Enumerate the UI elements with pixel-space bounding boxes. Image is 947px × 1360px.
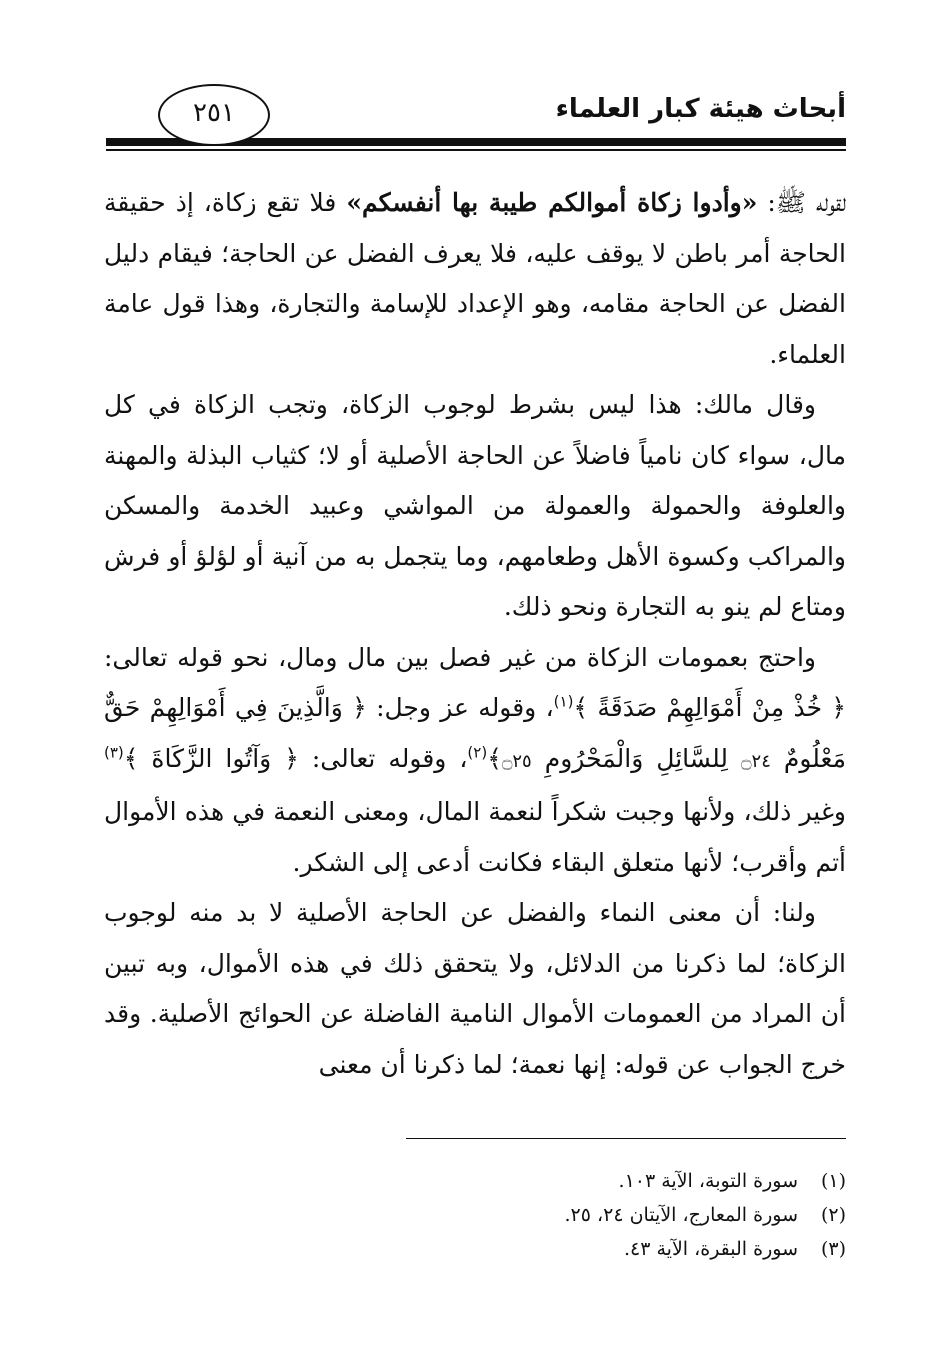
- footnote-text: سورة البقرة، الآية ٤٣.: [623, 1238, 798, 1260]
- footnote-number: (٢): [820, 1204, 846, 1226]
- quran-bracket-open: ﴿: [352, 693, 367, 722]
- p3-text-2: ، وقوله عز وجل:: [366, 693, 554, 722]
- quran-verse-1: خُذْ مِنْ أَمْوَالِهِمْ صَدَقَةً: [588, 693, 832, 722]
- footnote-number: (١): [820, 1170, 846, 1192]
- quran-verse-2b: لِلسَّائِلِ وَالْمَحْرُومِ: [531, 743, 741, 773]
- footnote-item: [406, 1198, 846, 1232]
- p1-text-1: لقوله ﷺ:: [757, 188, 846, 217]
- p3-text-3: ، وقوله تعالى:: [298, 743, 468, 773]
- quran-bracket-open: ﴿: [284, 743, 299, 773]
- page-header: [106, 80, 846, 160]
- footnote-number: (٣): [820, 1238, 846, 1260]
- paragraph-2: وقال مالك: هذا ليس بشرط لوجوب الزكاة، وتجب الزكاة في كل مال، سواء كان نامياً فاضلاً عن الحاجة الأصلية أو لا؛ كثياب البذلة والمهنة والعلوفة والحمولة والعمولة من المواشي وعبيد الخدمة والمسكن والمراكب وكسوة الأهل وطعامهم، وما يتجمل به من آنية أو لؤلؤ أو فرش ومتاع لم ينو به التجارة ونحو ذلك.: [104, 390, 846, 621]
- p1-text-2: فلا تقع زكاة، إذ حقيقة الحاجة أمر باطن لا يوقف عليه، فلا يعرف الفضل عن الحاجة؛ فيقام دليل الفضل عن الحاجة مقامه، وهو الإعداد للإسامة والتجارة، وهذا قول عامة العلماء.: [104, 188, 846, 369]
- ayah-number-24: ۝٢٤: [740, 750, 771, 772]
- quran-verse-2a: وَالَّذِينَ فِي أَمْوَالِهِمْ حَقٌّ مَعْلُومٌ: [104, 693, 846, 773]
- footnote-text: سورة التوبة، الآية ١٠٣.: [618, 1170, 798, 1192]
- running-title: أبحاث هيئة كبار العلماء: [555, 94, 846, 124]
- page-number: ٢٥١: [193, 98, 235, 128]
- quran-bracket-close: ﴾: [487, 743, 502, 773]
- footnote-ref-2[interactable]: (٢): [467, 743, 488, 762]
- body-text: [104, 178, 846, 1090]
- footnote-divider: [406, 1138, 846, 1139]
- ayah-number-25: ۝٢٥: [501, 750, 532, 772]
- header-rule-thin: [106, 149, 846, 151]
- paragraph-1: [104, 178, 846, 380]
- footnotes-list: [406, 1164, 846, 1266]
- hadith-quote: «وأدوا زكاة أموالكم طيبة بها أنفسكم»: [346, 188, 758, 217]
- footnote-text: سورة المعارج، الآيتان ٢٤، ٢٥.: [564, 1204, 798, 1226]
- footnote-item: [406, 1232, 846, 1266]
- footnote-item: [406, 1164, 846, 1198]
- p3-text-4: وغير ذلك، ولأنها وجبت شكراً لنعمة المال، ومعنى النعمة في هذه الأموال أتم وأقرب؛ لأنها متعلق البقاء فكانت أدعى إلى الشكر.: [104, 797, 846, 877]
- paragraph-3: [104, 633, 846, 889]
- footnote-ref-3[interactable]: (٣): [104, 743, 124, 762]
- page-number-oval: [158, 84, 270, 146]
- quran-bracket-close: ﴾: [123, 743, 139, 773]
- quran-bracket-close: ﴾: [573, 693, 589, 722]
- paragraph-4: ولنا: أن معنى النماء والفضل عن الحاجة الأصلية لا بد منه لوجوب الزكاة؛ لما ذكرنا من الدلائل، ولا يتحقق ذلك في هذه الأموال، وبه تبين أن المراد من العمومات الأموال النامية الفاضلة عن الحوائج الأصلية. وقد خرج الجواب عن قوله: إنها نعمة؛ لما ذكرنا أن معنى: [104, 898, 846, 1079]
- quran-verse-3: وَآتُوا الزَّكَاةَ: [138, 743, 285, 773]
- p3-text-1: واحتج بعمومات الزكاة من غير فصل بين مال ومال، نحو قوله تعالى:: [104, 642, 816, 672]
- footnote-ref-1[interactable]: (١): [553, 692, 574, 711]
- quran-bracket-open: ﴿: [831, 693, 846, 722]
